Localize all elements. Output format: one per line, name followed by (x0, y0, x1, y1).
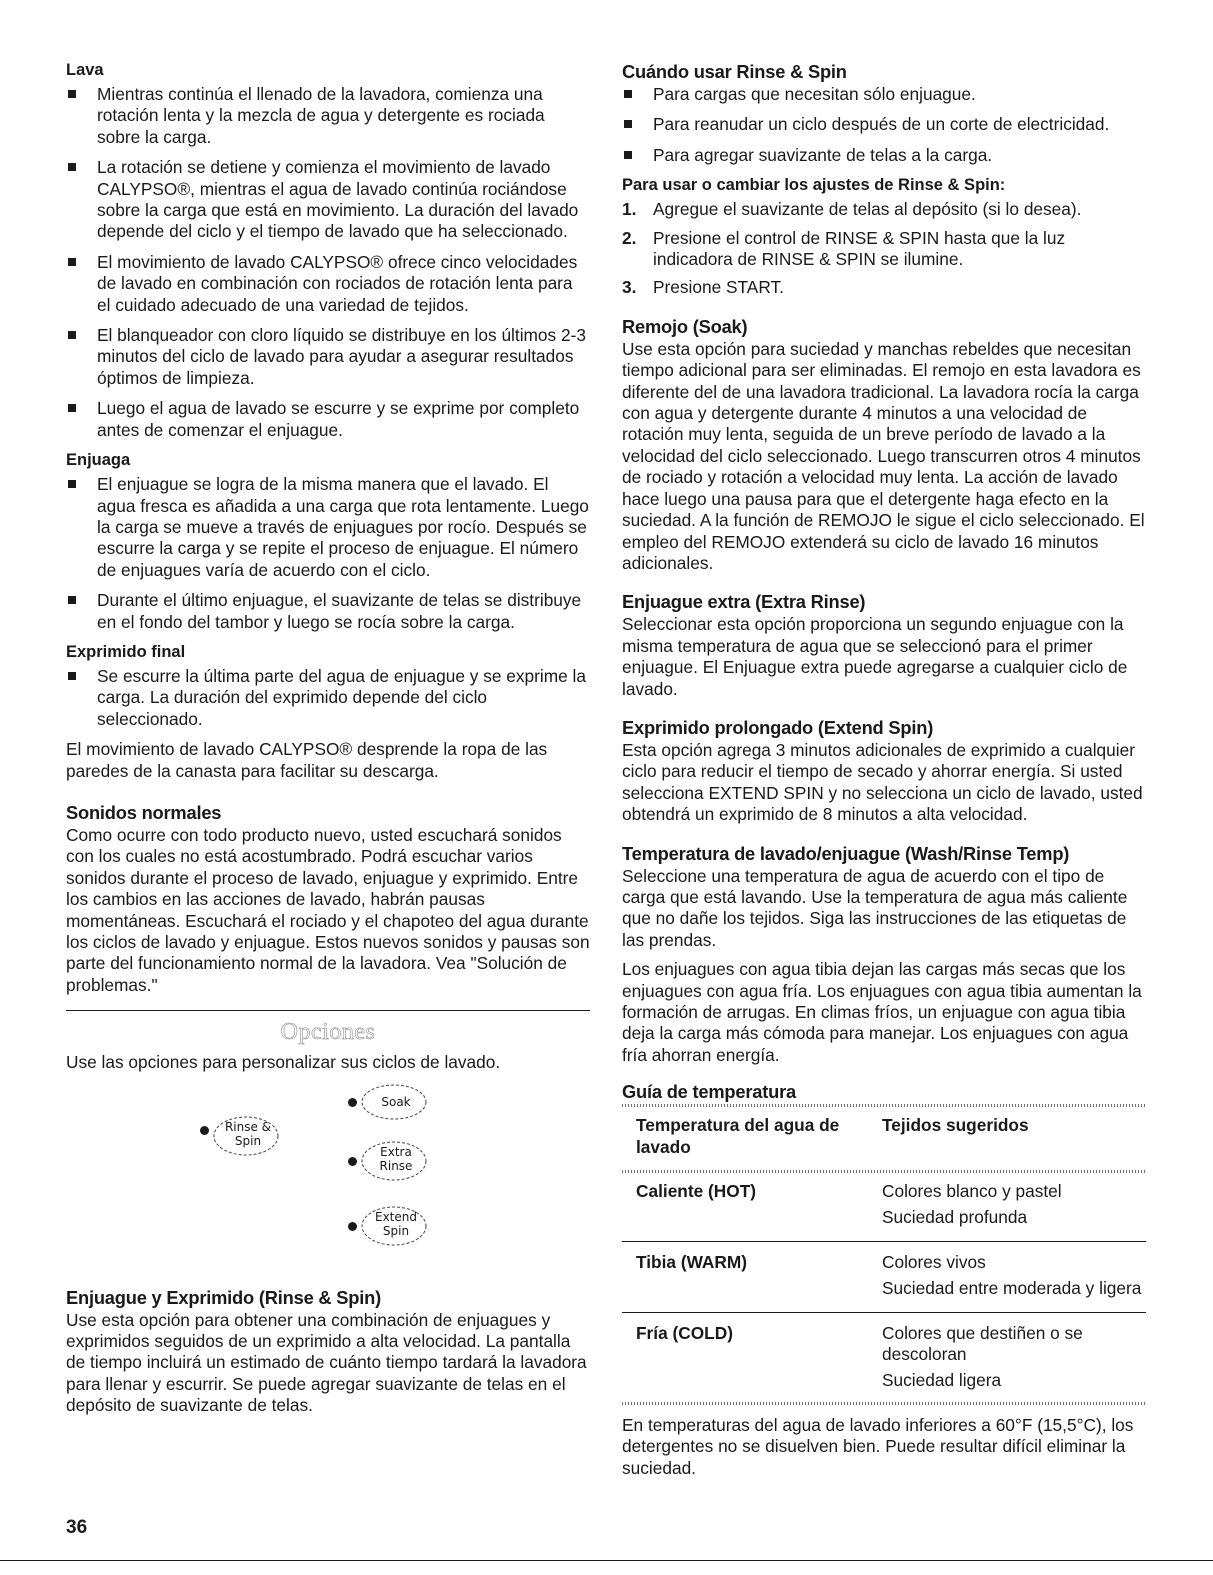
list-item: El blanqueador con cloro líquido se distribuye en los últimos 2-3 minutos del ciclo de lavado para ayudar a asegurar resultados óptimos de limpieza. (66, 325, 590, 389)
table-header-row (622, 1115, 1146, 1170)
table-row-divider (622, 1312, 1146, 1323)
list-item: 2. Presione el control de RINSE & SPIN hasta que la luz indicadora de RINSE & SPIN se ilumine. (622, 227, 1066, 270)
bullet-icon (68, 404, 76, 412)
temperatura-paragraph-1: Seleccione una temperatura de agua de acuerdo con el tipo de carga que está lavando. Use la temperatura de agua más caliente que no dañe los tejidos. Siga las instrucciones de las etiquetas de las prendas. (622, 865, 1128, 950)
extra-rinse-button[interactable]: Extra Rinse (348, 1135, 428, 1187)
table-top-border (622, 1104, 1146, 1107)
extra-rinse-paragraph: Seleccionar esta opción proporciona un segundo enjuague con la misma temperatura de agua que se seleccionó para el primer enjuague. El Enjuague extra puede agregarse a cualquier ciclo de lavado. (622, 614, 1128, 699)
sonidos-paragraph: Como ocurre con todo producto nuevo, usted escuchará sonidos con los cuales no está acostumbrado. Podrá escuchar varios sonidos durante el proceso de lavado, enjuague y exprimido. Entre los cambios en las acciones de lavado, habrán pausas momentáneas. Escuchará el rociado y el chapoteo del agua durante los ciclos de lavado y enjuague. Estos nuevos sonidos y pausas son parte del funcionamiento normal de la lavadora. Vea "Solución de problemas." (66, 824, 590, 995)
heading-usar-cambiar: Para usar o cambiar los ajustes de Rinse & Spin: (622, 176, 1006, 195)
bullet-icon (68, 672, 76, 680)
calypso-paragraph: El movimiento de lavado CALYPSO® desprende la ropa de las paredes de la canasta para facilitar su descarga. (66, 739, 548, 781)
list-item: El enjuague se logra de la misma manera que el lavado. El agua fresca es añadida a una carga que rota lentamente. Luego la carga se mueve a través de enjuagues por rocío. Después se escurre la carga y se repite el proceso de enjuague. El número de enjuagues varía de acuerdo con el ciclo. (66, 474, 590, 581)
rinse-spin-button[interactable]: Rinse & Spin (200, 1110, 280, 1162)
extend-spin-button[interactable]: Extend Spin (348, 1200, 428, 1252)
temperature-guide-table (622, 1115, 1146, 1170)
bullet-icon (68, 90, 76, 98)
bullet-icon (68, 258, 76, 266)
table-row: Caliente (HOT) Colores blanco y pastel Suciedad profunda (636, 1181, 1062, 1228)
list-item: 1. Agregue el suavizante de telas al depósito (si lo desea). (622, 199, 1082, 220)
options-intro: Use las opciones para personalizar sus ciclos de lavado. (66, 1052, 501, 1073)
list-item: Para cargas que necesitan sólo enjuague. (622, 84, 1146, 105)
table-row: Tibia (WARM) Colores vivos Suciedad entre moderada y ligera (636, 1251, 1142, 1299)
page-number: 36 (66, 1517, 88, 1538)
soak-button[interactable]: Soak (348, 1080, 428, 1132)
list-item: Para agregar suavizante de telas a la carga. (622, 145, 1146, 166)
indicator-light-icon (348, 1222, 357, 1231)
rinse-spin-paragraph: Use esta opción para obtener una combinación de enjuagues y exprimidos seguidos de un exprimido a alta velocidad. La pantalla de tiempo incluirá un estimado de cuánto tiempo tardará la lavadora para llenar y escurrir. Se puede agregar suavizante de telas en el depósito de suavizante de telas. (66, 1309, 587, 1416)
table-bottom-border (622, 1402, 1146, 1405)
heading-extra-rinse: Enjuague extra (Extra Rinse) (622, 591, 866, 613)
exprimido-list (66, 666, 590, 730)
heading-sonidos-normales: Sonidos normales (66, 801, 222, 823)
list-item: El movimiento de lavado CALYPSO® ofrece cinco velocidades de lavado en combinación con rociados de rotación lenta para el cuidado adecuado de una variedad de tejidos. (66, 252, 590, 316)
enjuaga-list (66, 474, 590, 633)
list-item: Luego el agua de lavado se escurre y se exprime por completo antes de comenzar el enjuague. (66, 398, 590, 441)
bullet-icon (68, 331, 76, 339)
indicator-light-icon (200, 1126, 209, 1135)
bullet-icon (68, 480, 76, 488)
option-buttons-panel (66, 1080, 590, 1280)
heading-remojo: Remojo (Soak) (622, 315, 748, 337)
bullet-icon (624, 90, 632, 98)
list-item: La rotación se detiene y comienza el movimiento de lavado CALYPSO®, mientras el agua de lavado continúa rociándose sobre la carga que está en movimiento. La duración del lavado depende del ciclo y el tiempo de lavado que ha seleccionado. (66, 157, 590, 243)
table-header-border (622, 1170, 1146, 1173)
heading-extend-spin: Exprimido prolongado (Extend Spin) (622, 716, 934, 738)
list-item: Para reanudar un ciclo después de un corte de electricidad. (622, 114, 1146, 135)
heading-temperatura: Temperatura de lavado/enjuague (Wash/Rinse Temp) (622, 842, 1070, 864)
list-item: Mientras continúa el llenado de la lavadora, comienza una rotación lenta y la mezcla de agua y detergente es rociada sobre la carga. (66, 84, 590, 148)
list-item: Se escurre la última parte del agua de enjuague y se exprime la carga. La duración del exprimido depende del ciclo seleccionado. (66, 666, 590, 730)
indicator-light-icon (348, 1098, 357, 1107)
lava-list (66, 84, 590, 441)
temperatura-paragraph-2: Los enjuagues con agua tibia dejan las cargas más secas que los enjuagues con agua fría. Los enjuagues con agua tibia aumentan la formación de arrugas. En climas fríos, un enjuague con agua tibia deja la carga más cómoda para manejar. Los enjuagues con agua fría ahorran energía. (622, 959, 1142, 1065)
table-row-divider (622, 1241, 1146, 1252)
bullet-icon (624, 120, 632, 128)
temperature-note: En temperaturas del agua de lavado inferiores a 60°F (15,5°C), los detergentes no se disuelven bien. Puede resultar difícil eliminar la suciedad. (622, 1414, 1134, 1478)
heading-exprimido-final: Exprimido final (66, 642, 186, 661)
heading-guia-temperatura: Guía de temperatura (622, 1081, 796, 1103)
extend-spin-paragraph: Esta opción agrega 3 minutos adicionales de exprimido a cualquier ciclo para reducir el tiempo de secado y ahorrar energía. Si usted selecciona EXTEND SPIN y no selecciona un ciclo de lavado, usted obtendrá un exprimido de 8 minutos a alta velocidad. (622, 739, 1143, 825)
bullet-icon (68, 163, 76, 171)
steps-list (622, 199, 1146, 299)
page-bottom-rule (0, 1560, 1213, 1561)
table-row: Fría (COLD) Colores que destiñen o se descoloran Suciedad ligera (636, 1322, 1083, 1391)
indicator-light-icon (348, 1157, 357, 1166)
heading-cuando-usar: Cuándo usar Rinse & Spin (622, 61, 847, 82)
heading-rinse-spin: Enjuague y Exprimido (Rinse & Spin) (66, 1286, 381, 1308)
list-item: Durante el último enjuague, el suavizante de telas se distribuye en el fondo del tambor y luego se rocía sobre la carga. (66, 590, 590, 633)
right-column (622, 60, 1146, 1479)
bullet-icon (68, 596, 76, 604)
left-column (66, 60, 590, 1417)
column-header-tejidos: Tejidos sugeridos (882, 1115, 1029, 1136)
remojo-paragraph: Use esta opción para suciedad y manchas rebeldes que necesitan tiempo adicional para ser eliminadas. El remojo en esta lavadora es diferente del de una lavadora tradicional. La lavadora rocía la carga con agua y detergente durante 4 minutos a una velocidad de rotación muy lenta, seguida de un breve período de lavado a la velocidad del ciclo seleccionado. Luego transcurren otros 4 minutos de rociado y rotación a velocidad muy lenta. La acción de lavado hace luego una pausa para que el detergente haga efecto en la suciedad. A la función de REMOJO le sigue el ciclo seleccionado. El empleo del REMOJO extenderá su ciclo de lavado 16 minutos adicionales. (622, 338, 1145, 573)
heading-lava: Lava (66, 61, 104, 79)
bullet-icon (624, 151, 632, 159)
column-header-temperatura: Temperatura del agua de lavado (636, 1115, 840, 1157)
list-item: 3. Presione START. (622, 277, 784, 298)
heading-enjuaga: Enjuaga (66, 451, 131, 470)
options-title: Opciones (280, 1019, 376, 1046)
section-divider (66, 1010, 590, 1011)
cuando-list (622, 84, 1146, 166)
temperature-guide-body (622, 1181, 1146, 1402)
